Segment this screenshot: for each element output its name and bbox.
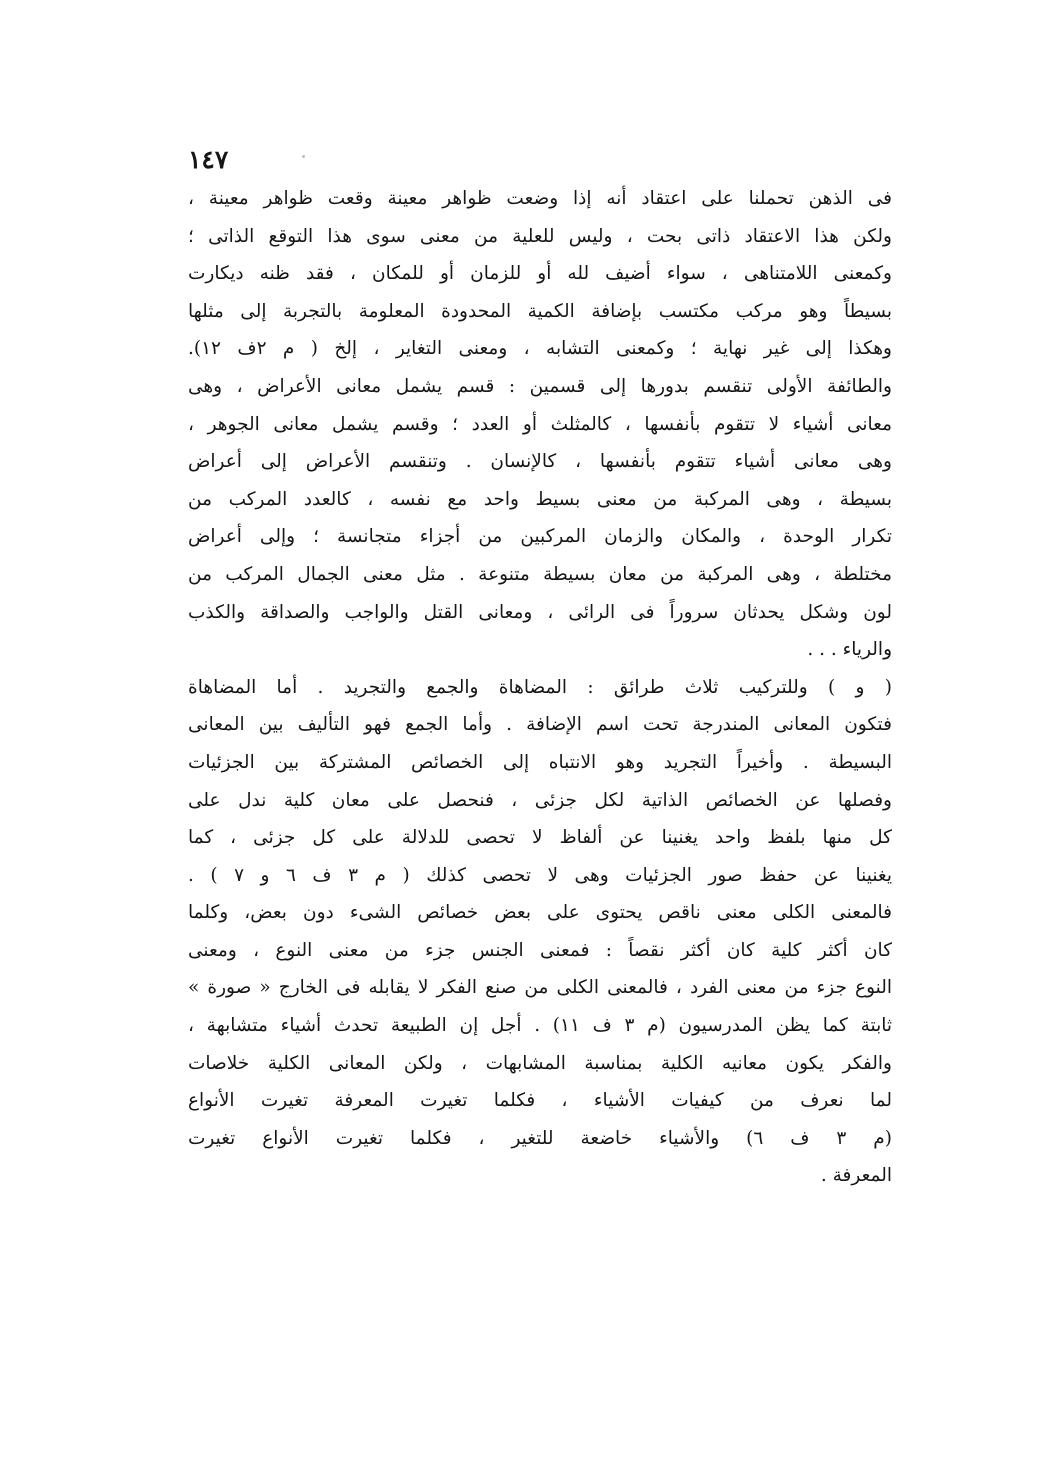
text-line: يغنينا عن حفظ صور الجزئيات وهى لا تحصى كذلك ( م ٣ ف ٦ و ٧ ) . xyxy=(188,864,892,886)
text-line: فالمعنى الكلى معنى ناقص يحتوى على بعض خصائص الشىء دون بعض، وكلما xyxy=(188,902,892,924)
text-line: ثابتة كما يظن المدرسيون (م ٣ ف ١١) . أجل إن الطبيعة تحدث أشياء متشابهة ، xyxy=(188,1015,892,1037)
text-line: تكرار الوحدة ، والمكان والزمان المركبين من أجزاء متجانسة ؛ وإلى أعراض xyxy=(188,526,892,548)
text-line: لما نعرف من كيفيات الأشياء ، فكلما تغيرت المعرفة تغيرت الأنواع xyxy=(188,1090,892,1112)
text-line: ولكن هذا الاعتقاد ذاتى بحت ، وليس للعلية من معنى سوى هذا التوقع الذاتى ؛ xyxy=(188,225,892,247)
text-line: مختلطة ، وهى المركبة من معان بسيطة متنوعة . مثل معنى الجمال المركب من xyxy=(188,563,892,585)
text-line: وفصلها عن الخصائص الذاتية لكل جزئى ، فنحصل على معان كلية ندل على xyxy=(188,789,892,811)
text-line: النوع جزء من معنى الفرد ، فالمعنى الكلى من صنع الفكر لا يقابله فى الخارج « صورة » xyxy=(188,977,892,999)
text-line: كل منها بلفظ واحد يغنينا عن ألفاظ لا تحصى للدلالة على كل جزئى ، كما xyxy=(188,827,892,849)
body-text xyxy=(188,180,892,1195)
text-line: وكمعنى اللامتناهى ، سواء أضيف لله أو للزمان أو للمكان ، فقد ظنه ديكارت xyxy=(188,263,892,285)
text-line: كان أكثر كلية كان أكثر نقصاً : فمعنى الجنس جزء من معنى النوع ، ومعنى xyxy=(188,939,892,961)
text-line: معانى أشياء لا تتقوم بأنفسها ، كالمثلث أو العدد ؛ وقسم يشمل معانى الجوهر ، xyxy=(188,413,892,435)
text-line: بسيطاً وهو مركب مكتسب بإضافة الكمية المحدودة المعلومة بالتجربة إلى مثلها xyxy=(188,300,892,322)
text-line: والطائفة الأولى تنقسم بدورها إلى قسمين : قسم يشمل معانى الأعراض ، وهى xyxy=(188,375,892,397)
text-line: لون وشكل يحدثان سروراً فى الرائى ، ومعانى القتل والواجب والصداقة والكذب xyxy=(188,601,892,623)
text-line: البسيطة . وأخيراً التجريد وهو الانتباه إلى الخصائص المشتركة بين الجزئيات xyxy=(188,751,892,773)
text-line: وهى معانى أشياء تتقوم بأنفسها ، كالإنسان . وتنقسم الأعراض إلى أعراض xyxy=(188,451,892,473)
text-line: والفكر يكون معانيه الكلية بمناسبة المشابهات ، ولكن المعانى الكلية خلاصات xyxy=(188,1052,892,1074)
text-line: (م ٣ ف ٦) والأشياء خاضعة للتغير ، فكلما تغيرت الأنواع تغيرت xyxy=(188,1127,892,1149)
text-line: ( و ) وللتركيب ثلاث طرائق : المضاهاة والجمع والتجريد . أما المضاهاة xyxy=(188,676,892,698)
text-line: فتكون المعانى المندرجة تحت اسم الإضافة . وأما الجمع فهو التأليف بين المعانى xyxy=(188,714,892,736)
text-line: بسيطة ، وهى المركبة من معنى بسيط واحد مع نفسه ، كالعدد المركب من xyxy=(188,488,892,510)
text-line: وهكذا إلى غير نهاية ؛ وكمعنى التشابه ، ومعنى التغاير ، إلخ ( م ٢ف ١٢). xyxy=(188,338,892,360)
text-line: فى الذهن تحملنا على اعتقاد أنه إذا وضعت ظواهر معينة وقعت ظواهر معينة ، xyxy=(188,188,892,209)
page-number: ١٤٧ xyxy=(188,145,229,174)
print-speck xyxy=(302,155,305,158)
text-line: المعرفة . xyxy=(820,1165,892,1187)
text-line: والرياء . . . xyxy=(807,639,892,661)
